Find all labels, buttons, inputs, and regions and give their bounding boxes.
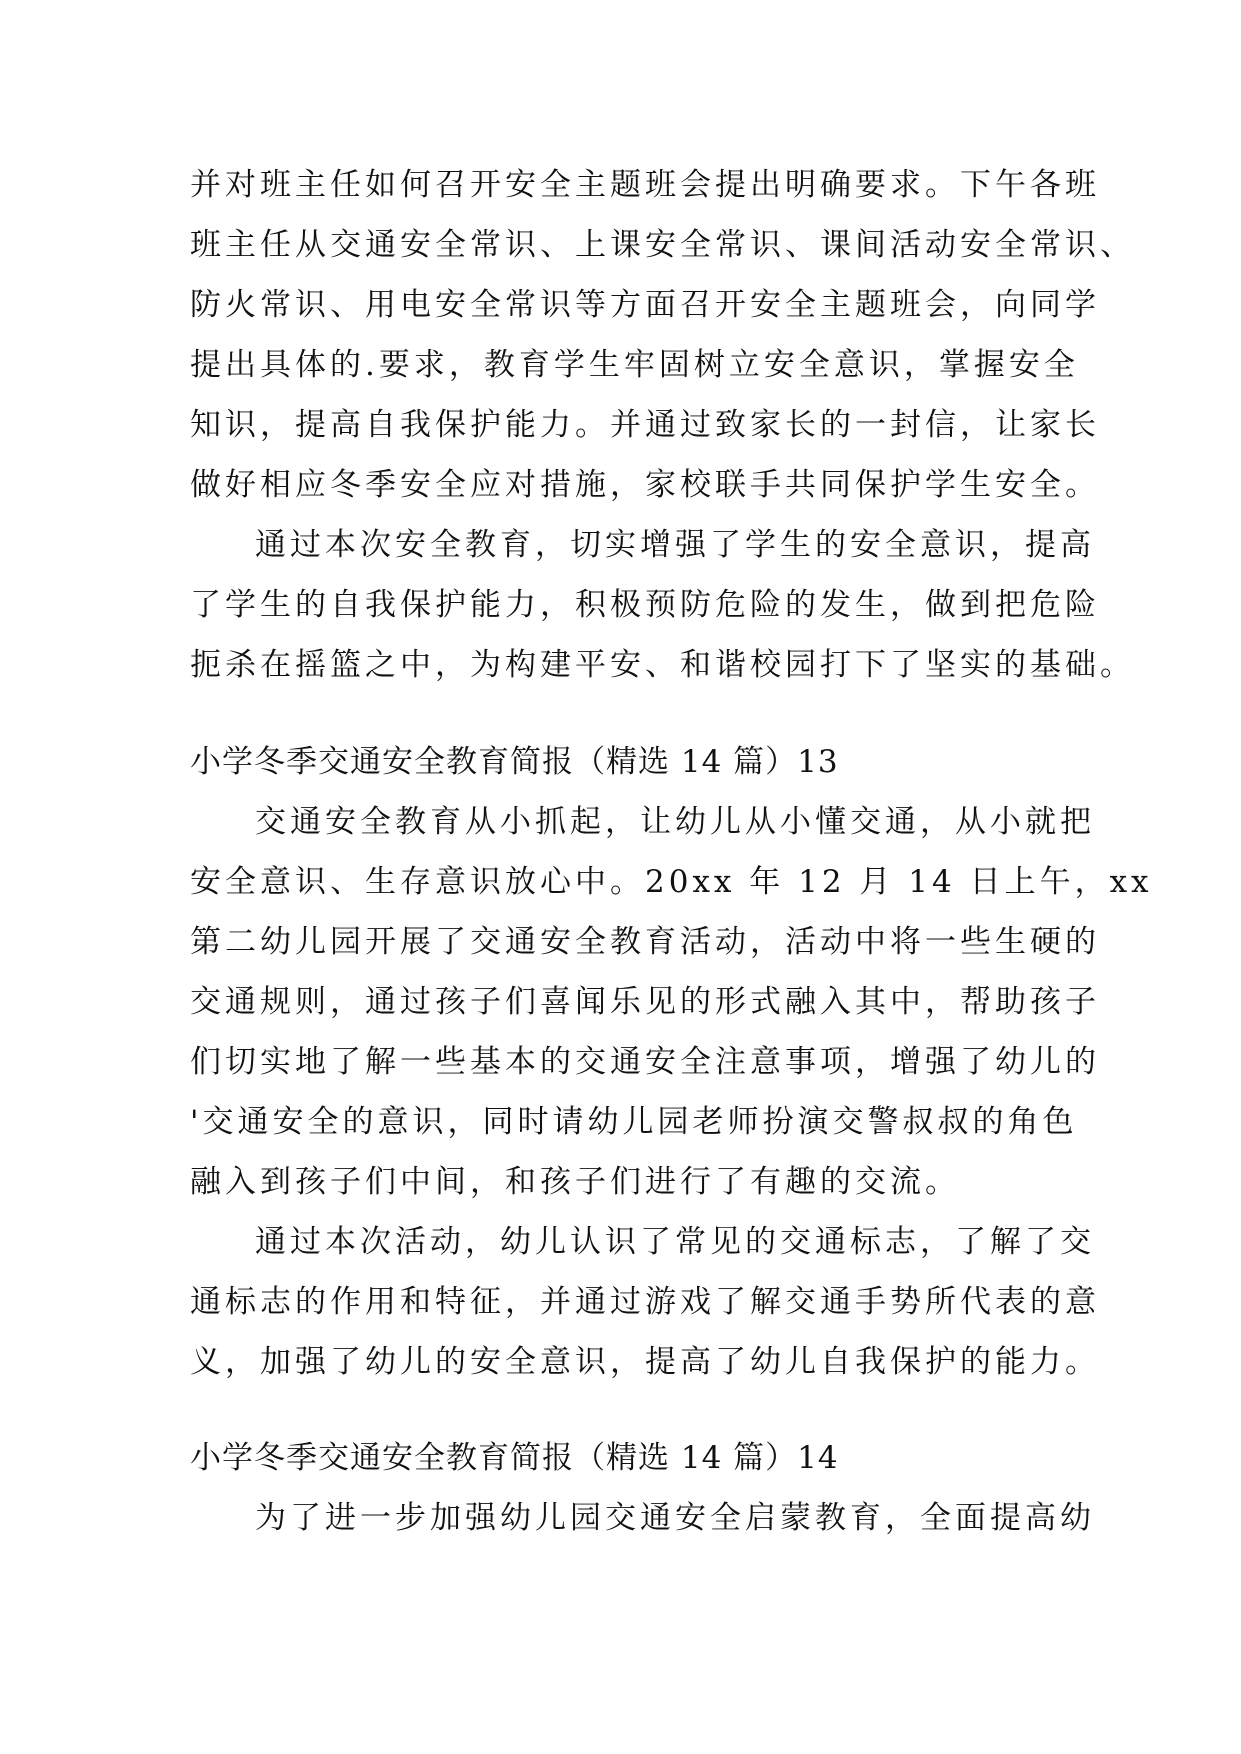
paragraph-line: 了学生的自我保护能力，积极预防危险的发生，做到把危险 bbox=[190, 587, 1100, 623]
paragraph-line: 们切实地了解一些基本的交通安全注意事项，增强了幼儿的 bbox=[190, 1044, 1100, 1080]
paragraph-line: 做好相应冬季安全应对措施，家校联手共同保护学生安全。 bbox=[190, 467, 1100, 503]
paragraph-line: '交通安全的意识，同时请幼儿园老师扮演交警叔叔的角色 bbox=[190, 1104, 1078, 1140]
paragraph-line: 并对班主任如何召开安全主题班会提出明确要求。下午各班 bbox=[190, 167, 1100, 203]
paragraph-line: 防火常识、用电安全常识等方面召开安全主题班会，向同学 bbox=[190, 287, 1100, 323]
section-heading: 小学冬季交通安全教育简报（精选 14 篇）13 bbox=[190, 744, 839, 780]
paragraph-line: 班主任从交通安全常识、上课安全常识、课间活动安全常识、 bbox=[190, 227, 1135, 263]
paragraph-line: 义，加强了幼儿的安全意识，提高了幼儿自我保护的能力。 bbox=[190, 1344, 1100, 1380]
paragraph-line: 通过本次活动，幼儿认识了常见的交通标志，了解了交 bbox=[255, 1224, 1095, 1260]
paragraph-line: 交通安全教育从小抓起，让幼儿从小懂交通，从小就把 bbox=[255, 804, 1095, 840]
paragraph-line: 安全意识、生存意识放心中。20xx 年 12 月 14 日上午，xx bbox=[190, 864, 1153, 900]
paragraph-line: 扼杀在摇篮之中，为构建平安、和谐校园打下了坚实的基础。 bbox=[190, 647, 1135, 683]
paragraph-line: 提出具体的.要求，教育学生牢固树立安全意识，掌握安全 bbox=[190, 347, 1079, 383]
section-heading: 小学冬季交通安全教育简报（精选 14 篇）14 bbox=[190, 1440, 839, 1476]
paragraph-line: 融入到孩子们中间，和孩子们进行了有趣的交流。 bbox=[190, 1164, 960, 1200]
paragraph-line: 通过本次安全教育，切实增强了学生的安全意识，提高 bbox=[255, 527, 1095, 563]
paragraph-line: 交通规则，通过孩子们喜闻乐见的形式融入其中，帮助孩子 bbox=[190, 984, 1100, 1020]
paragraph-line: 第二幼儿园开展了交通安全教育活动，活动中将一些生硬的 bbox=[190, 924, 1100, 960]
paragraph-line: 通标志的作用和特征，并通过游戏了解交通手势所代表的意 bbox=[190, 1284, 1100, 1320]
paragraph-line: 为了进一步加强幼儿园交通安全启蒙教育，全面提高幼 bbox=[255, 1500, 1095, 1536]
paragraph-line: 知识，提高自我保护能力。并通过致家长的一封信，让家长 bbox=[190, 407, 1100, 443]
